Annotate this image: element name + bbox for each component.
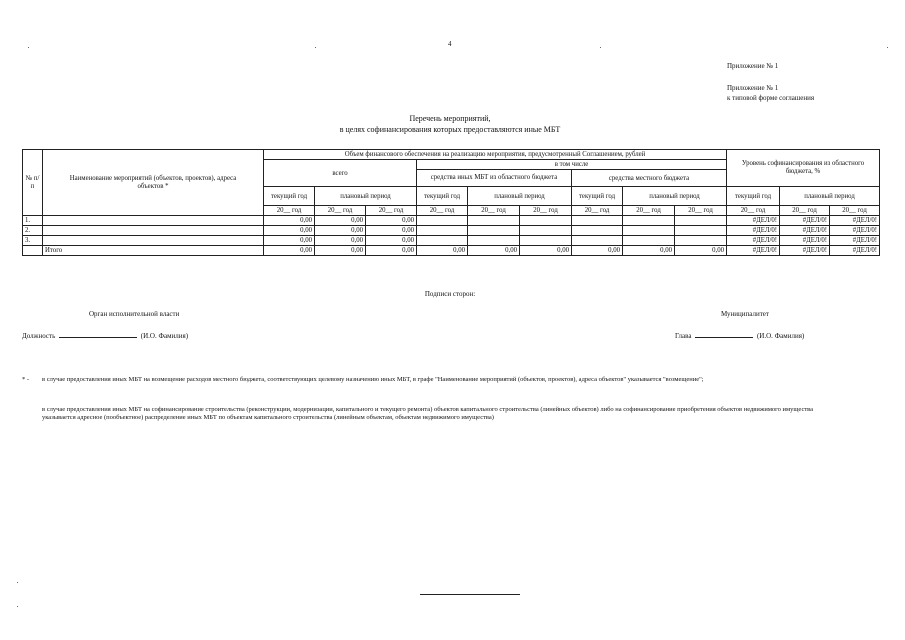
cell-value: 0,00: [366, 226, 417, 236]
cell-value: 0,00: [417, 246, 468, 256]
title-line1: Перечень мероприятий,: [409, 114, 491, 123]
header-name: Наименование мероприятий (объектов, проектов), адреса объектов *: [43, 150, 264, 216]
cell-value: 0,00: [366, 246, 417, 256]
cell-value: 0,00: [315, 226, 366, 236]
cell-value: 0,00: [315, 216, 366, 226]
row-num: 2.: [23, 226, 43, 236]
header-local: средства местного бюджета: [572, 170, 727, 187]
footnote-mark: * -: [22, 376, 30, 383]
measures-table: [22, 149, 880, 256]
row-name: [43, 236, 264, 246]
cell-percent: #ДЕЛ/0!: [780, 236, 830, 246]
scan-dot: [887, 47, 888, 48]
scan-dot: [600, 47, 601, 48]
left-name: (И.О. Фамилия): [140, 332, 189, 340]
cell-value: 0,00: [315, 236, 366, 246]
row-name: [43, 226, 264, 236]
header-current-year: текущий год: [572, 187, 623, 206]
cell-value: [572, 236, 623, 246]
cell-percent: #ДЕЛ/0!: [780, 246, 830, 256]
table-total-row: [23, 246, 880, 256]
cell-percent: #ДЕЛ/0!: [727, 216, 780, 226]
appendix-label: Приложение № 1: [727, 62, 779, 70]
header-volume: Объем финансового обеспечения на реализацию мероприятия, предусмотренный Соглашением, рублей: [264, 150, 727, 160]
left-role: Должность: [22, 332, 56, 340]
cell-value: 0,00: [366, 216, 417, 226]
header-year: 20__ год: [727, 206, 780, 216]
header-plan-period: плановый период: [315, 187, 417, 206]
header-current-year: текущий год: [264, 187, 315, 206]
right-org: Муниципалитет: [721, 310, 769, 318]
row-num: 3.: [23, 236, 43, 246]
header-year: 20__ год: [623, 206, 675, 216]
header-year: 20__ год: [830, 206, 880, 216]
cell-value: [623, 216, 675, 226]
cell-value: [572, 216, 623, 226]
signatures-heading: Подписи сторон:: [424, 290, 476, 298]
left-signature: [22, 332, 188, 341]
cell-value: 0,00: [572, 246, 623, 256]
scan-dot: [17, 606, 18, 607]
header-year: 20__ год: [780, 206, 830, 216]
cell-value: [417, 226, 468, 236]
table-row: [23, 226, 880, 236]
cell-percent: #ДЕЛ/0!: [727, 226, 780, 236]
right-signature: [675, 332, 804, 341]
cell-percent: #ДЕЛ/0!: [830, 226, 880, 236]
header-current-year: текущий год: [417, 187, 468, 206]
left-org: Орган исполнительной власти: [89, 310, 180, 318]
cell-value: 0,00: [264, 236, 315, 246]
appendix-label: Приложение № 1: [727, 84, 779, 92]
cell-percent: #ДЕЛ/0!: [830, 246, 880, 256]
cell-value: 0,00: [623, 246, 675, 256]
total-num: [23, 246, 43, 256]
header-year: 20__ год: [468, 206, 520, 216]
cell-percent: #ДЕЛ/0!: [780, 226, 830, 236]
right-name: (И.О. Фамилия): [756, 332, 805, 340]
cell-value: 0,00: [366, 236, 417, 246]
cell-value: [520, 216, 572, 226]
title-line2: в целях софинансирования которых предоставляются иные МБТ: [339, 125, 561, 134]
cell-percent: #ДЕЛ/0!: [830, 236, 880, 246]
cell-value: [623, 226, 675, 236]
header-year: 20__ год: [572, 206, 623, 216]
cell-value: [623, 236, 675, 246]
scan-dot: [28, 47, 29, 48]
page-number: 4: [448, 40, 452, 48]
cell-percent: #ДЕЛ/0!: [830, 216, 880, 226]
cell-value: [468, 236, 520, 246]
cell-percent: #ДЕЛ/0!: [727, 246, 780, 256]
cell-value: 0,00: [264, 246, 315, 256]
header-level: Уровень софинансирования из областного бюджета, %: [727, 150, 880, 187]
cell-value: 0,00: [264, 226, 315, 236]
signature-line: [695, 337, 753, 338]
scan-dot: [315, 47, 316, 48]
row-num: 1.: [23, 216, 43, 226]
bottom-rule: [420, 594, 520, 595]
header-plan-period: плановый период: [623, 187, 727, 206]
cell-value: [572, 226, 623, 236]
header-current-year: текущий год: [727, 187, 780, 206]
cell-value: [468, 216, 520, 226]
header-year: 20__ год: [315, 206, 366, 216]
cell-value: 0,00: [315, 246, 366, 256]
cell-value: 0,00: [520, 246, 572, 256]
header-year: 20__ год: [417, 206, 468, 216]
header-total: всего: [264, 160, 417, 187]
signature-line: [59, 337, 137, 338]
header-year: 20__ год: [264, 206, 315, 216]
header-year: 20__ год: [366, 206, 417, 216]
header-including: в том числе: [417, 160, 727, 170]
header-year: 20__ год: [520, 206, 572, 216]
cell-value: [417, 236, 468, 246]
scan-dot: [17, 582, 18, 583]
cell-value: [417, 216, 468, 226]
cell-value: [520, 226, 572, 236]
total-label: Итого: [43, 246, 264, 256]
cell-percent: #ДЕЛ/0!: [727, 236, 780, 246]
appendix-form-label: к типовой форме соглашения: [727, 94, 815, 102]
cell-value: [520, 236, 572, 246]
header-plan-period: плановый период: [780, 187, 880, 206]
cell-value: 0,00: [675, 246, 727, 256]
row-name: [43, 216, 264, 226]
header-plan-period: плановый период: [468, 187, 572, 206]
table-row: [23, 216, 880, 226]
header-num: № п/п: [23, 150, 43, 216]
cell-value: [675, 226, 727, 236]
cell-percent: #ДЕЛ/0!: [780, 216, 830, 226]
footnote-p1: в случае предоставления иных МБТ на возмещение расходов местного бюджета, соответствующих целевому назначению иных МБТ, в графе "Наименование мероприятий (объектов, проектов), адреса объектов" указывается "возмещение";: [42, 376, 704, 383]
right-role: Глава: [675, 332, 692, 340]
table-row: [23, 236, 880, 246]
cell-value: [468, 226, 520, 236]
header-mbt: средства иных МБТ из областного бюджета: [417, 170, 572, 187]
footnote-p2: в случае предоставления иных МБТ на софинансирование строительства (реконструкции, модернизации, капитального и текущего ремонта) объектов капитального строительства (линейных объектов) либо на софинансирование приобретения объектов недвижимого имущества указывается адресное (пообъектное) распределение иных МБТ по объектам капитального строительства (линейным объектам, объектам недвижимого имущества): [42, 406, 814, 421]
cell-value: 0,00: [468, 246, 520, 256]
cell-value: [675, 236, 727, 246]
cell-value: 0,00: [264, 216, 315, 226]
cell-value: [675, 216, 727, 226]
header-year: 20__ год: [675, 206, 727, 216]
